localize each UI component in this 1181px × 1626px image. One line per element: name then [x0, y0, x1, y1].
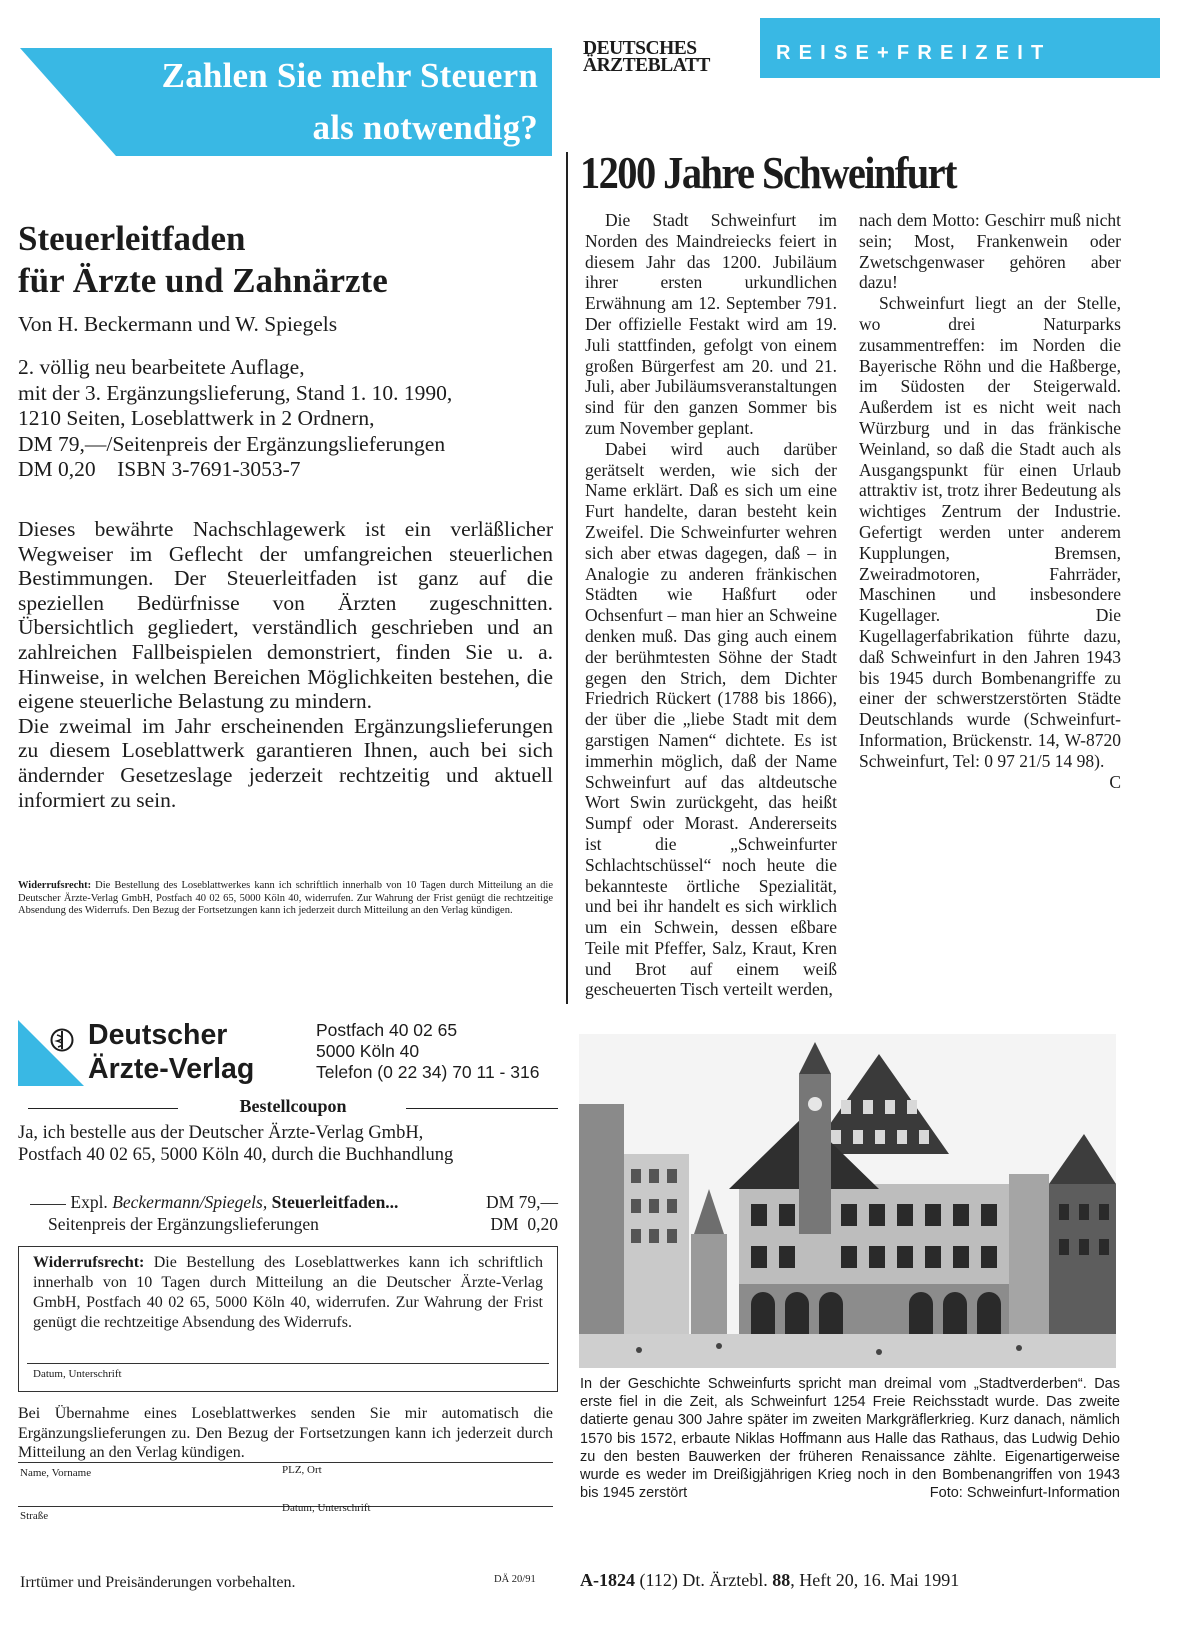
order-item-price: DM 79,—	[486, 1192, 558, 1212]
photo-caption	[580, 1375, 1120, 1502]
book-pages: 1210 Seiten, Loseblattwerk in 2 Ordnern,	[18, 406, 375, 430]
publisher-city: 5000 Köln 40	[316, 1041, 420, 1061]
coupon-withdrawal-text	[33, 1253, 543, 1333]
book-title-line-2: für Ärzte und Zahnärzte	[18, 261, 388, 300]
publisher-name-line-1: Deutscher	[88, 1019, 228, 1051]
coupon-order-text	[18, 1122, 558, 1166]
article-end-mark: C	[1109, 771, 1121, 792]
coupon-heading	[28, 1096, 558, 1120]
article-column-1	[585, 210, 837, 1000]
publisher-logo-icon	[18, 1020, 84, 1086]
book-title-line-1: Steuerleitfaden	[18, 219, 246, 258]
footer-citation-pre: (112) Dt. Ärztebl.	[639, 1570, 768, 1590]
name-address-field[interactable]	[18, 1462, 553, 1463]
article-paragraph-3-text: Schweinfurt liegt an der Stelle, wo drei Naturparks zusammentreffen: im Norden die Bayerische Röhn und die Haßberge, im Südosten der Steigerwald. Außerdem ist es nicht weit nach Würzburg und in das fränkische Weinland, so daß die Stadt auch als Ausgangspunkt für einen Urlaub attraktiv ist, trotz ihrer Bedeutung als wichtiges Zentrum der Industrie. Gefertigt werden unter anderem Kupplungen, Bremsen, Zweiradmotoren, Fahrräder, Maschinen und insbesondere Kugellager. Die Kugellagerfabrikation führte dazu, daß Schweinfurt in den Jahren 1943 bis 1945 durch Bombenangriffe zu einer der schwerstzerstörten Städte Deutschlands wurde (Schweinfurt-Information, Brückenstr. 14, W-8720 Schweinfurt, Tel: 0 97 21/5 14 98).	[859, 293, 1121, 771]
coupon-order-items	[18, 1192, 558, 1236]
coupon-heading-rule-right	[406, 1108, 558, 1109]
publisher-phone: Telefon (0 22 34) 70 11 - 316	[316, 1062, 540, 1082]
supplement-price: DM 0,20	[490, 1214, 558, 1234]
coupon-subscription-notice: Bei Übernahme eines Loseblattwerkes senden Sie mir automatisch die Ergänzungslieferungen zu. Den Bezug der Fortsetzungen kann ich jederzeit durch Mitteilung an den Verlag kündigen.	[18, 1405, 553, 1461]
photo-credit: Foto: Schweinfurt-Information	[929, 1485, 1120, 1502]
coupon-title: Bestellcoupon	[239, 1096, 347, 1116]
coupon-withdrawal-label: Widerrufsrecht:	[33, 1254, 145, 1271]
publisher-name	[88, 1018, 254, 1086]
withdrawal-signature-line[interactable]	[27, 1363, 549, 1364]
ad-headline-banner	[20, 48, 552, 156]
magazine-name-line-2: ÄRZTEBLATT	[583, 55, 710, 76]
order-item-prefix: Expl.	[70, 1192, 108, 1212]
section-label-box	[760, 18, 1160, 78]
article-column-2	[859, 210, 1121, 792]
photo-caption-text	[580, 1375, 1120, 1502]
supplement-label: Seitenpreis der Ergänzungslieferungen	[48, 1214, 319, 1234]
name-field-label: Name, Vorname	[20, 1467, 92, 1479]
coupon-withdrawal-box	[18, 1246, 558, 1392]
ad-headline-line-2: als notwendig?	[312, 108, 538, 147]
article-paragraph-1: Die Stadt Schweinfurt im Norden des Maindreiecks feiert in diesem Jahr das 1200. Jubiläum ihrer ersten urkundlichen Erwähnung am 12. September 791. Der offizielle Festakt wird am 19. Juli stattfinden, gefolgt von einem großen Bürgerfest am 20. und 21. Juli, aber Jubiläumsveranstaltungen sind für den ganzen Sommer bis zum November geplant.	[585, 210, 837, 438]
withdrawal-signature-label: Datum, Unterschrift	[33, 1368, 122, 1380]
ad-withdrawal-notice	[18, 880, 553, 918]
date-signature-label: Datum, Unterschrift	[282, 1502, 371, 1514]
publisher-name-line-2: Ärzte-Verlag	[88, 1053, 255, 1085]
publisher-address	[316, 1020, 539, 1083]
plz-field-label: PLZ, Ort	[282, 1464, 322, 1476]
book-supplement: mit der 3. Ergänzungslieferung, Stand 1. 10. 1990,	[18, 380, 453, 405]
town-hall-illustration	[579, 1034, 1116, 1368]
book-authors: Von H. Beckermann und W. Spiegels	[18, 312, 338, 336]
section-label: REISE+FREIZEIT	[776, 42, 1052, 64]
article-paragraph-2-continued: nach dem Motto: Geschirr muß nicht sein; Most, Frankenwein oder Zwetschgenwaser gehören aber dazu!	[859, 210, 1121, 293]
book-edition: 2. völlig neu bearbeitete Auflage,	[18, 355, 305, 379]
page-number: A-1824	[580, 1570, 635, 1590]
quantity-field[interactable]	[30, 1204, 66, 1205]
town-hall-photo	[579, 1034, 1116, 1368]
article-paragraph-3	[859, 293, 1121, 792]
book-title	[18, 218, 538, 302]
coupon-withdrawal-body: Die Bestellung des Loseblattwerkes kann ich schriftlich innerhalb von 10 Tagen durch Mitteilung an die Deutscher Ärzte-Verlag GmbH, Postfach 40 02 65, 5000 Köln 40, widerrufen. Zur Wahrung der Frist genügt die rechtzeitige Absendung des Widerrufs.	[33, 1254, 543, 1331]
article-paragraph-2: Dabei wird auch darüber gerätselt werden, wie sich der Name erklärt. Daß es sich um eine Furt handelte, daran besteht kein Zweifel. Die Schweinfurter wehren sich aber etwas dagegen, daß – in Analogie zu anderen fränkischen Städten wie Haßfurt oder Ochsenfurt – man hier an Schweine denken muß. Das ging auch einem der berühmtesten Söhne der Stadt gegen den Strich, dem Dichter Friedrich Rückert (1788 bis 1866), der über die „liebe Stadt mit dem garstigen Namen“ dichtete. Es ist immerhin möglich, daß der Name Schweinfurt auf das altdeutsche Wort Swin zurückgeht, das heißt Sumpf oder Morast. Andererseits ist die „Schweinfurter Schlachtschüssel“ noch heute die bekannteste örtliche Spezialität, und bei ihr handelt es sich wirklich um ein Schwein, dessen eßbare Teile mit Pfeffer, Salz, Kraut, Kren und Brot auf einem weiß gescheuerten Tisch verteilt werden,	[585, 438, 837, 1000]
order-item-title: Steuerleitfaden...	[271, 1192, 399, 1212]
coupon-code: DÄ 20/91	[494, 1574, 536, 1585]
street-field-label: Straße	[20, 1510, 49, 1522]
coupon-order-line-1: Ja, ich bestelle aus der Deutscher Ärzte-Verlag GmbH,	[18, 1123, 424, 1143]
book-isbn: DM 0,20 ISBN 3-7691-3053-7	[18, 457, 301, 481]
order-item-supplement	[18, 1214, 558, 1236]
book-description-paragraph-1: Dieses bewährte Nachschlagewerk ist ein verläßlicher Wegweiser im Geflecht der umfangreichen steuerlichen Bestimmungen. Der Steuerleitfaden ist ganz auf die speziellen Bedürfnisse von Ärzten zugeschnitten. Übersichtlich gegliedert, verständlich geschrieben und an zahlreichen Fallbeispielen demonstriert, finden Sie u. a. Hinweise, in welchen Bereichen Möglichkeiten bestehen, die eigene steuerliche Belastung zu mindern.	[18, 517, 553, 714]
price-disclaimer: Irrtümer und Preisänderungen vorbehalten.	[20, 1574, 296, 1591]
magazine-name-line-1: DEUTSCHES	[583, 38, 697, 59]
ad-withdrawal-text: Die Bestellung des Loseblattwerkes kann ich schriftlich innerhalb von 10 Tagen durch Mitteilung an die Deutscher Ärzte-Verlag GmbH, Postfach 40 02 65, 5000 Köln 40, widerrufen. Zur Wahrung der Frist genügt die rechtzeitige Absendung des Widerrufs. Den Bezug der Fortsetzungen kann ich jederzeit durch Mitteilung an den Verlag kündigen.	[18, 880, 553, 916]
order-item-book	[18, 1192, 558, 1214]
publisher-block	[18, 1020, 558, 1088]
book-price: DM 79,—/Seitenpreis der Ergänzungslieferungen	[18, 431, 446, 456]
coupon-order-line-2: Postfach 40 02 65, 5000 Köln 40, durch die Buchhandlung	[18, 1145, 454, 1165]
page-footer	[580, 1570, 959, 1591]
book-description	[18, 517, 553, 812]
order-item-authors: Beckermann/Spiegels,	[112, 1192, 268, 1212]
footer-volume: 88	[772, 1570, 791, 1590]
footer-citation-post: , Heft 20, 16. Mai 1991	[790, 1570, 960, 1590]
ad-withdrawal-label: Widerrufsrecht:	[18, 880, 92, 891]
book-description-paragraph-2: Die zweimal im Jahr erscheinenden Ergänzungslieferungen zu diesem Loseblattwerk garantieren Ihnen, auch bei sich ändernder Gesetzeslage jederzeit rechtzeitig und aktuell informiert zu sein.	[18, 713, 553, 812]
article-title: 1200 Jahre Schweinfurt	[580, 147, 956, 198]
photo-caption-body: In der Geschichte Schweinfurts spricht man dreimal vom „Stadtverderben“. Das erste fiel in die Zeit, als Schweinfurt 1254 Freie Reichsstadt wurde. Das zweite datierte genau 300 Jahre später im zweiten Markgräflerkrieg. Kurz danach, nämlich 1570 bis 1572, erbaute Niklas Hoffmann aus Halle das Rathaus, das Ludwig Dehio zu den besten Bauwerken der früheren Renaissance zählte. Eigenartigerweise wurde es weder im Dreißigjährigen Krieg noch in den Bombenangriffen von 1943 bis 1945 zerstört	[580, 1376, 1120, 1502]
book-details	[18, 355, 558, 483]
column-divider	[566, 152, 568, 1004]
ad-headline-line-1: Zahlen Sie mehr Steuern	[161, 56, 538, 95]
publisher-postfach: Postfach 40 02 65	[316, 1020, 458, 1040]
magazine-name	[583, 40, 710, 74]
